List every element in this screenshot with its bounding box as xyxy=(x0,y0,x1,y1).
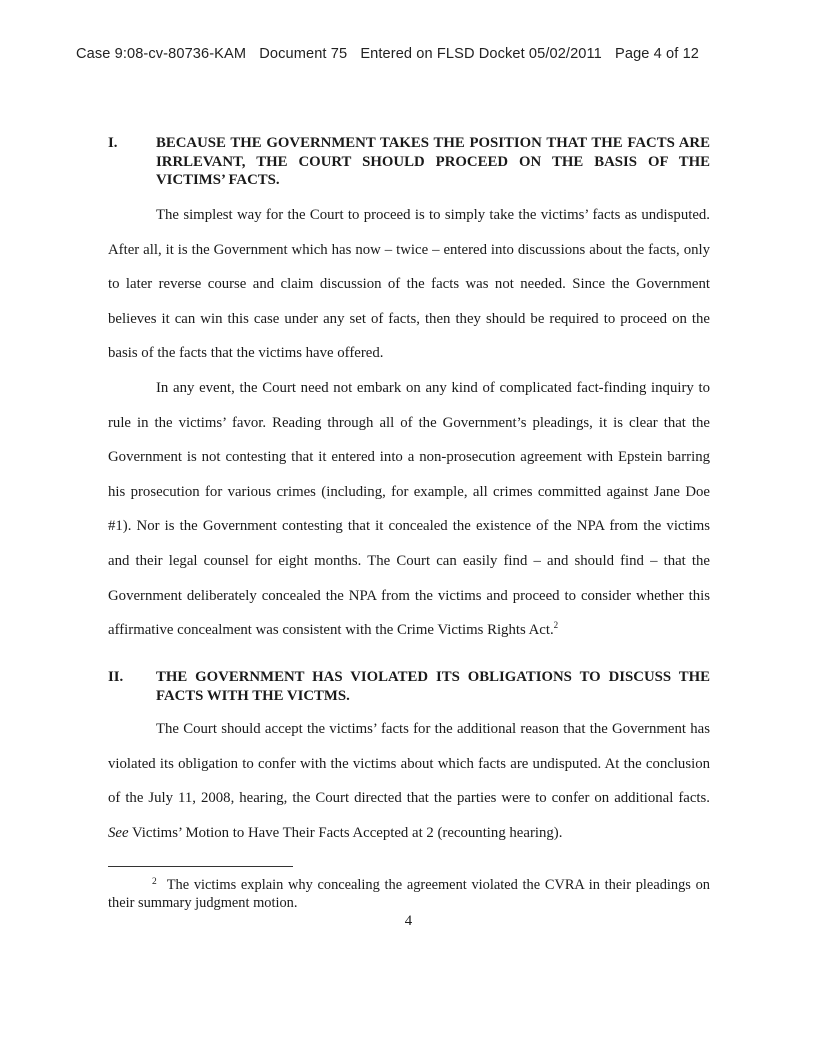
paragraph-in-any-event xyxy=(108,371,710,648)
docket-header xyxy=(76,46,756,62)
header-page-count: Page 4 of 12 xyxy=(615,46,699,62)
header-document-number: Document 75 xyxy=(259,46,348,62)
header-entered-docket: Entered on FLSD Docket 05/02/2011 xyxy=(360,46,602,62)
section-number-2: II. xyxy=(108,669,124,685)
footnote-number: 2 xyxy=(152,877,157,887)
paragraph-simplest-way: The simplest way for the Court to proceed is to simply take the victims’ facts as undisputed. After all, it is the Government which has now – twice – entered into discussions about the facts, only to later reverse course and claim discussion of the facts was not needed. Since the Government believes it can win this case under any set of facts, then they should be required to proceed on the basis of the facts that the victims have offered. xyxy=(108,207,710,362)
section-title-1: BECAUSE THE GOVERNMENT TAKES THE POSITION THAT THE FACTS ARE IRRLEVANT, THE COURT SHOULD PROCEED ON THE BASIS OF THE VICTIMS’ FACTS. xyxy=(156,135,710,188)
footnote-divider xyxy=(108,866,293,867)
page-number: 4 xyxy=(404,913,413,929)
section-2-body xyxy=(108,712,710,850)
paragraph-court-should-accept-text: The Court should accept the victims’ facts for the additional reason that the Government has violated its obligation to confer with the victims about which facts are undisputed. At the conclusion of the July 11, 2008, hearing, the Court directed that the parties were to confer on additional facts. xyxy=(108,721,710,807)
footnote-ref-2[interactable]: 2 xyxy=(553,620,559,631)
section-1-body xyxy=(108,198,710,648)
paragraph-court-should-accept xyxy=(108,712,710,850)
see-signal: See xyxy=(108,824,129,841)
section-number-1: I. xyxy=(108,135,118,151)
section-heading-2 xyxy=(108,668,710,708)
header-case-number: Case 9:08-cv-80736-KAM xyxy=(76,46,247,62)
footnote-text: The victims explain why concealing the agreement violated the CVRA in their pleadings on their summary judgment motion. xyxy=(108,877,710,911)
section-heading-1 xyxy=(108,134,710,190)
paragraph-court-should-accept-citation: Victims’ Motion to Have Their Facts Accepted at 2 (recounting hearing). xyxy=(131,824,563,841)
footnote-2 xyxy=(108,874,710,912)
paragraph-in-any-event-text: In any event, the Court need not embark on any kind of complicated fact-finding inquiry to rule in the victims’ favor. Reading through all of the Government’s pleadings, it is clear that the Government is not contesting that it entered into a non-prosecution agreement with Epstein barring his prosecution for various crimes (including, for example, all crimes committed against Jane Doe #1). Nor is the Government contesting that it concealed the existence of the NPA from the victims and their legal counsel for eight months. The Court can easily find – and should find – that the Government deliberately concealed the NPA from the victims and proceed to consider whether this affirmative concealment was consistent with the Crime Victims Rights Act. xyxy=(108,379,710,639)
section-title-2: THE GOVERNMENT HAS VIOLATED ITS OBLIGATIONS TO DISCUSS THE FACTS WITH THE VICTMS. xyxy=(156,669,710,704)
